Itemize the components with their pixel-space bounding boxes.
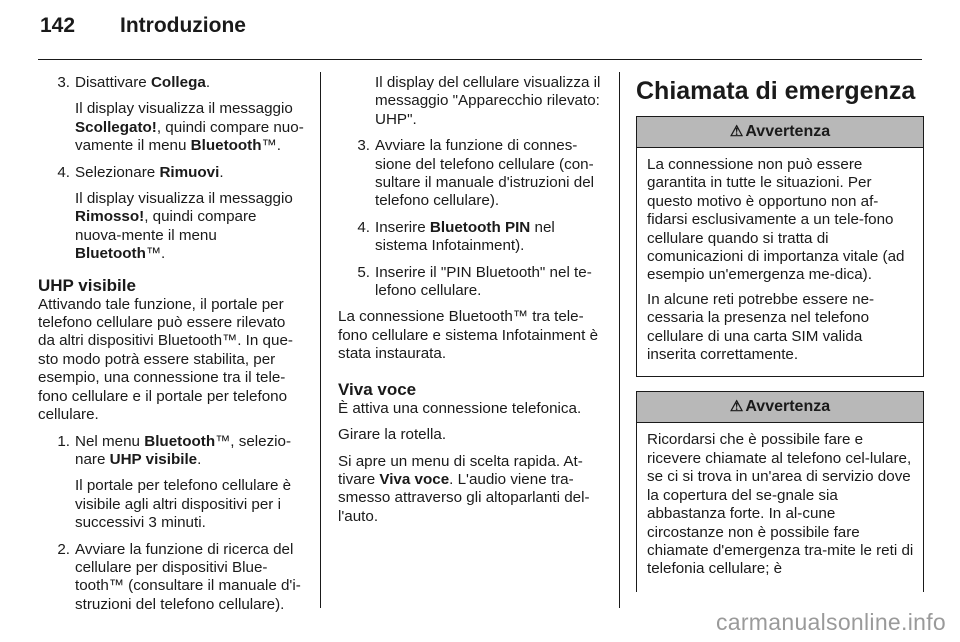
paragraph: La connessione Bluetooth™ tra tele-fono cellulare e sistema Infotainment è stata instaurata. — [338, 308, 599, 363]
paragraph: Attivando tale funzione, il portale per telefono cellulare può essere rilevato da altri dispositivi Bluetooth™. In que-sto modo potrà essere stabilita, per esempio, una connessione tra il tele-fono cellulare e il portale per telefono cellulare. — [38, 295, 293, 424]
list-item: 2. Avviare la funzione di ricerca del cellulare per dispositivi Blue-tooth™ (consultare il manuale d'i-struzioni del telefono cellulare). — [57, 540, 301, 613]
warning-body — [637, 423, 923, 590]
page-number: 142 — [40, 14, 76, 37]
list-item: 3. Avviare la funzione di connes-sione del telefono cellulare (con-sultare il manuale d'istruzioni del telefono cellulare). — [357, 137, 595, 210]
warning-body — [637, 148, 923, 376]
page-header — [40, 14, 246, 38]
warning-header: ⚠ Avvertenza — [637, 392, 923, 423]
list-item: 3. Disattivare Collega. — [57, 74, 211, 91]
section-heading: UHP visibile — [38, 275, 136, 295]
list-item: 1. Nel menu Bluetooth™, selezio-nare UHP visibile. — [57, 432, 292, 468]
column-3 — [636, 76, 924, 606]
list-item: 4. Selezionare Rimuovi. — [57, 163, 224, 181]
paragraph: La connessione non può essere garantita in tutte le situazioni. Per questo motivo è opportuno non af-fidarsi esclusivamente a un tele-fono cellulare quando si tratta di comunicazioni di importanza vitale (ad esempio un'emergenza me-dica). — [647, 156, 905, 284]
watermark: carmanualsonline.info — [715, 609, 946, 635]
list-item-description: Il portale per telefono cellulare è visibile agli altri dispositivi per i successivi 3 minuti. — [75, 477, 292, 532]
warning-icon: ⚠ — [729, 123, 744, 140]
section-heading: Chiamata di emergenza — [636, 77, 916, 105]
column-2 — [338, 74, 606, 534]
column-divider-2 — [619, 72, 620, 608]
list-item: 4. Inserire Bluetooth PIN nel sistema Infotainment). — [357, 218, 555, 255]
list-item-description: Il display visualizza il messaggio Rimosso!, quindi compare nuova-mente il menu Bluetooth™. — [75, 190, 293, 263]
column-divider-1 — [320, 72, 321, 608]
paragraph: Girare la rotella. — [338, 426, 447, 444]
paragraph: Si apre un menu di scelta rapida. At-tivare Viva voce. L'audio viene tra-smesso attraverso gli altoparlanti del-l'auto. — [338, 452, 590, 525]
list-item-description: Il display visualizza il messaggio Scollegato!, quindi compare nuo-vamente il menu Bluetooth™. — [75, 100, 304, 155]
list-item-description: Il display del cellulare visualizza il messaggio "Apparecchio rilevato: UHP". — [375, 74, 601, 128]
warning-box — [636, 391, 924, 592]
header-divider — [38, 59, 922, 60]
section-heading: Viva voce — [338, 379, 417, 399]
warning-box — [636, 116, 924, 377]
column-1 — [38, 74, 306, 622]
paragraph: In alcune reti potrebbe essere ne-cessaria la presenza nel telefono cellulare di una carta SIM valida inserita correttamente. — [647, 290, 875, 364]
warning-header: ⚠ Avvertenza — [637, 117, 923, 148]
paragraph: Ricordarsi che è possibile fare e ricevere chiamate al telefono cel-lulare, se ci si trova in un'area di servizio dove la copertura del se-gnale sia abbastanza forte. In al-cune circostanze non è possibile fare chiamate d'emergenza tra-mite le reti di telefonia cellulare; è — [647, 431, 914, 578]
warning-icon: ⚠ — [729, 398, 744, 416]
list-item: 5. Inserire il "PIN Bluetooth" nel te-lefono cellulare. — [357, 263, 592, 300]
page-title: Introduzione — [120, 14, 246, 37]
paragraph: È attiva una connessione telefonica. — [338, 399, 582, 417]
